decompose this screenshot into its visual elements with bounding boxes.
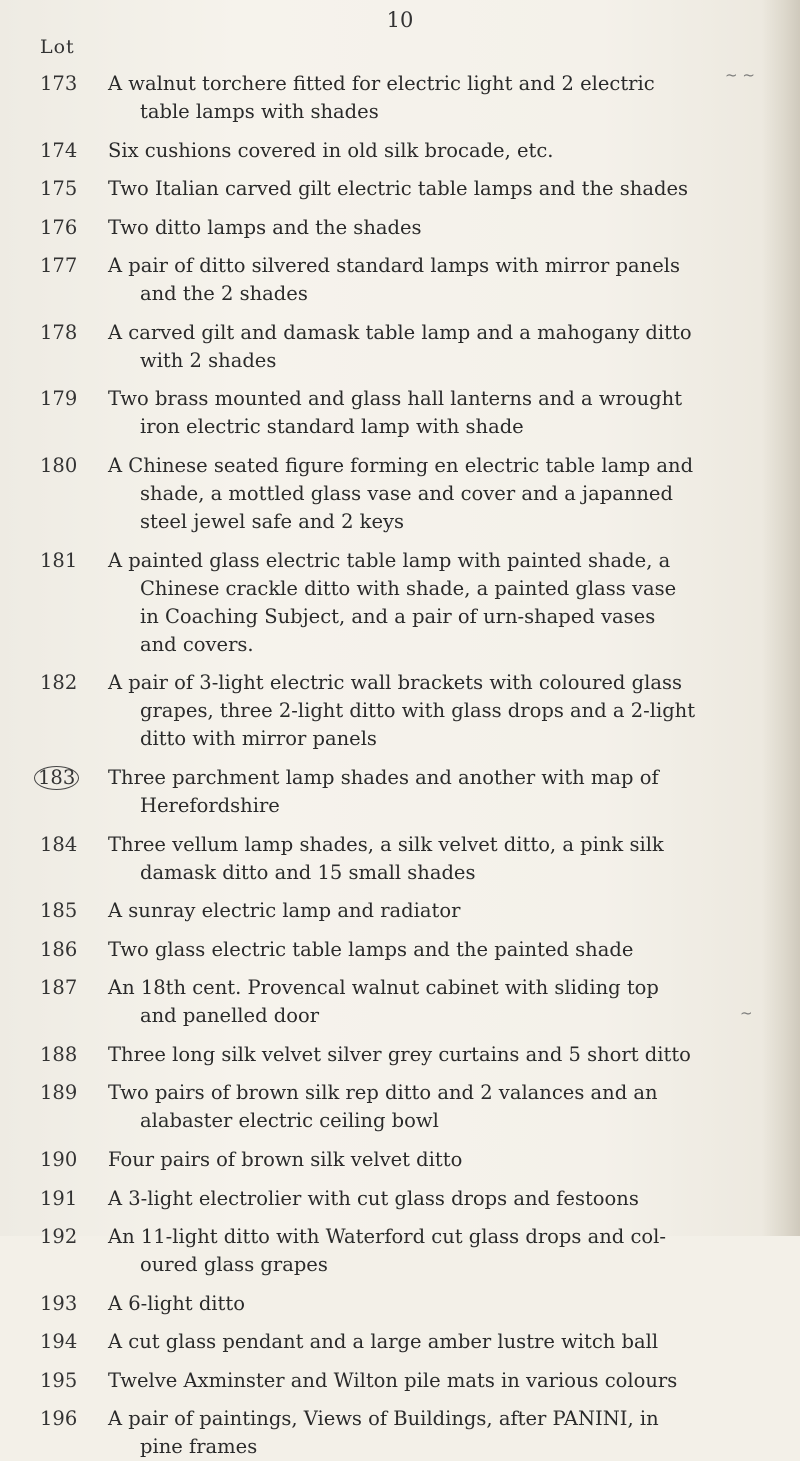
description-line: A painted glass electric table lamp with painted shade, a [108, 548, 671, 572]
description-line: Chinese crackle ditto with shade, a painted glass vase [140, 576, 677, 600]
lot-description [108, 252, 738, 308]
description-line: A carved gilt and damask table lamp and a mahogany ditto [108, 320, 692, 344]
lot-number [34, 764, 94, 792]
description-line: table lamps with shades [140, 100, 379, 123]
pencil-mark: ~ [740, 1004, 753, 1022]
lot-description [108, 1146, 738, 1174]
lot-number: 193 [40, 1291, 78, 1315]
description-line: alabaster electric ceiling bowl [140, 1109, 439, 1133]
circled-lot-number: 183 [34, 766, 79, 790]
lot-description [108, 137, 738, 165]
lot-number: 180 [40, 453, 78, 477]
lot-column-header: Lot [40, 36, 75, 58]
description-line: iron electric standard lamp with shade [140, 415, 524, 439]
description-line: pine frames [140, 1435, 258, 1459]
lot-description [108, 1223, 738, 1279]
description-line: A sunray electric lamp and radiator [108, 899, 461, 923]
lot-description [108, 669, 738, 753]
description-line: Three long silk velvet silver grey curtains and 5 short ditto [108, 1042, 691, 1066]
description-line: ditto with mirror panels [140, 727, 377, 751]
lot-number: 188 [40, 1042, 78, 1066]
lot-number: 184 [40, 832, 78, 856]
lot-number: 176 [40, 215, 78, 239]
description-line: Two pairs of brown silk rep ditto and 2 valances and an [108, 1081, 658, 1105]
lot-description [108, 1041, 738, 1069]
lot-number: 186 [40, 937, 78, 961]
lot-number: 173 [40, 72, 78, 95]
description-line: Three parchment lamp shades and another with map of [108, 766, 659, 790]
lot-description [108, 1328, 738, 1356]
lot-number: 175 [40, 177, 78, 201]
lot-description [108, 547, 738, 659]
lot-description [108, 936, 738, 964]
description-line: A 6-light ditto [108, 1291, 245, 1315]
description-line: oured glass grapes [140, 1253, 328, 1276]
lot-number: 195 [40, 1368, 78, 1392]
lot-number: 192 [40, 1225, 78, 1248]
description-line: An 11-light ditto with Waterford cut glass drops and col- [108, 1225, 666, 1248]
lot-description [108, 764, 738, 820]
description-line: Six cushions covered in old silk brocade, etc. [108, 138, 554, 162]
page-edge-shadow [762, 0, 800, 1236]
lot-description [108, 1079, 738, 1135]
description-line: and panelled door [140, 1004, 320, 1028]
lot-description [108, 974, 738, 1030]
description-line: A pair of 3-light electric wall brackets with coloured glass [108, 671, 682, 695]
lot-number: 177 [40, 254, 78, 278]
lot-number: 178 [40, 320, 78, 344]
description-line: and covers. [140, 632, 254, 656]
lot-number: 187 [40, 976, 78, 1000]
lot-number: 196 [40, 1407, 78, 1431]
description-line: A Chinese seated figure forming en electric table lamp and [108, 453, 694, 477]
description-line: A 3-light electrolier with cut glass drops and festoons [108, 1186, 639, 1210]
page-number: 10 [386, 8, 414, 32]
lot-description [108, 1405, 738, 1461]
description-line: A cut glass pendant and a large amber lustre witch ball [108, 1330, 659, 1354]
lot-number: 181 [40, 548, 78, 572]
lot-description [108, 385, 738, 441]
lot-number: 190 [40, 1148, 78, 1171]
description-line: shade, a mottled glass vase and cover and a japanned [140, 481, 673, 505]
lot-description [108, 70, 738, 126]
lot-description [108, 831, 738, 887]
description-line: A pair of ditto silvered standard lamps with mirror panels [108, 254, 680, 278]
lot-number: 182 [40, 671, 78, 695]
lot-number: 194 [40, 1330, 78, 1354]
lot-number: 191 [40, 1186, 78, 1210]
description-line: damask ditto and 15 small shades [140, 860, 476, 884]
lot-description [108, 319, 738, 375]
pencil-mark: ~ ~ [725, 66, 755, 84]
description-line: in Coaching Subject, and a pair of urn-shaped vases [140, 604, 656, 628]
description-line: and the 2 shades [140, 282, 308, 306]
description-line: grapes, three 2-light ditto with glass drops and a 2-light [140, 699, 696, 723]
description-line: Four pairs of brown silk velvet ditto [108, 1148, 463, 1171]
description-line: Three vellum lamp shades, a silk velvet ditto, a pink silk [108, 832, 664, 856]
description-line: Two glass electric table lamps and the painted shade [108, 937, 634, 961]
description-line: Two Italian carved gilt electric table lamps and the shades [108, 177, 688, 201]
description-line: Herefordshire [140, 794, 280, 818]
description-line: Twelve Axminster and Wilton pile mats in various colours [108, 1368, 678, 1392]
lot-description [108, 175, 738, 203]
description-line: with 2 shades [140, 348, 277, 372]
lot-description [108, 1185, 738, 1213]
lot-description [108, 214, 738, 242]
lot-number: 174 [40, 138, 78, 162]
lot-number: 179 [40, 387, 78, 411]
description-line: A pair of paintings, Views of Buildings, after PANINI, in [108, 1407, 659, 1431]
description-line: Two ditto lamps and the shades [108, 215, 422, 239]
lot-description [108, 452, 738, 536]
lot-description [108, 1290, 738, 1318]
lot-number: 185 [40, 899, 78, 923]
description-line: steel jewel safe and 2 keys [140, 509, 405, 533]
lot-description [108, 897, 738, 925]
description-line: An 18th cent. Provencal walnut cabinet with sliding top [108, 976, 659, 1000]
lot-description [108, 1367, 738, 1395]
lot-number: 189 [40, 1081, 78, 1105]
description-line: A walnut torchere fitted for electric light and 2 electric [108, 72, 655, 95]
description-line: Two brass mounted and glass hall lanterns and a wrought [108, 387, 683, 411]
